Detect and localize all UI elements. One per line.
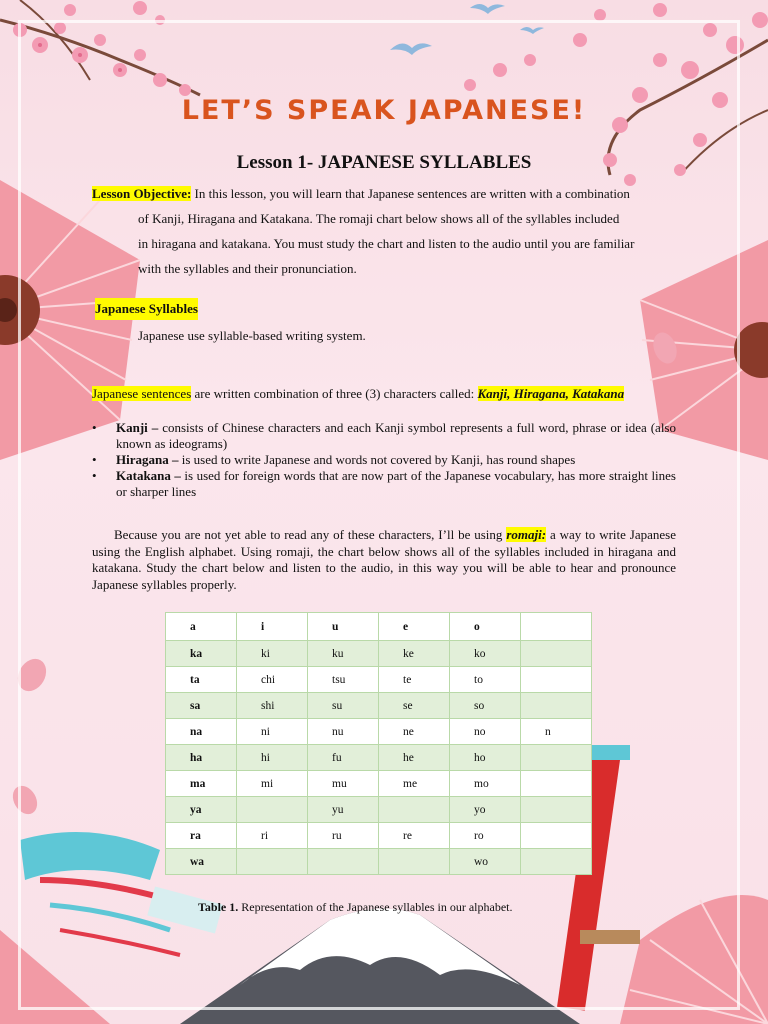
table-cell: mo (450, 771, 521, 797)
objective-line-1: In this lesson, you will learn that Japanese sentences are written with a combination (194, 186, 630, 201)
term-hiragana: Hiragana – (116, 452, 179, 467)
sentences-chars: Kanji, Hiragana, Katakana (477, 386, 625, 401)
table-cell: o (450, 613, 521, 641)
table-cell (521, 641, 592, 667)
table-cell (521, 745, 592, 771)
table-cell: su (308, 693, 379, 719)
table-cell: me (379, 771, 450, 797)
table-cell (379, 849, 450, 875)
table-cell: ha (166, 745, 237, 771)
table-row (166, 823, 592, 849)
table-cell (521, 667, 592, 693)
table-cell (521, 693, 592, 719)
table-cell: re (379, 823, 450, 849)
desc-hiragana: is used to write Japanese and words not covered by Kanji, has round shapes (178, 452, 576, 467)
table-cell (521, 823, 592, 849)
table-cell: ka (166, 641, 237, 667)
table-cell: ma (166, 771, 237, 797)
table-cell: no (450, 719, 521, 745)
character-types-list (92, 420, 676, 500)
desc-katakana: is used for foreign words that are now part of the Japanese vocabulary, has more straight lines or sharper lines (116, 468, 676, 499)
table-cell (237, 849, 308, 875)
table-cell: ta (166, 667, 237, 693)
table-caption (198, 900, 513, 915)
table-cell: n (521, 719, 592, 745)
table-cell: yu (308, 797, 379, 823)
romaji-para-before: Because you are not yet able to read any of these characters, I’ll be using (114, 527, 507, 542)
table-cell: he (379, 745, 450, 771)
table-cell: tsu (308, 667, 379, 693)
objective-line-3: in hiragana and katakana. You must study the chart and listen to the audio until you are familiar (138, 236, 635, 251)
romaji-term: romaji: (506, 527, 547, 542)
table-cell: ya (166, 797, 237, 823)
table-row (166, 719, 592, 745)
table-cell: ri (237, 823, 308, 849)
sentences-text: are written combination of three (3) characters called: (191, 386, 478, 401)
table-cell: ro (450, 823, 521, 849)
caption-label: Table 1. (198, 900, 239, 914)
table-cell: ke (379, 641, 450, 667)
table-cell: to (450, 667, 521, 693)
table-cell (237, 797, 308, 823)
table-cell: nu (308, 719, 379, 745)
table-row (166, 667, 592, 693)
table-cell: u (308, 613, 379, 641)
table-row (166, 641, 592, 667)
list-item-kanji (92, 420, 676, 452)
table-cell: ni (237, 719, 308, 745)
table-cell: mi (237, 771, 308, 797)
syllables-text: Japanese use syllable-based writing system. (138, 328, 366, 343)
table-cell (521, 771, 592, 797)
table-cell: ki (237, 641, 308, 667)
syllables-heading: Japanese Syllables (95, 298, 198, 320)
table-cell (521, 849, 592, 875)
table-cell: i (237, 613, 308, 641)
table-row (166, 797, 592, 823)
syllable-table (165, 612, 592, 875)
table-header-row (166, 613, 592, 641)
objective-label: Lesson Objective: (92, 186, 192, 201)
lesson-heading: Lesson 1- JAPANESE SYLLABLES (236, 152, 532, 173)
table-cell: se (379, 693, 450, 719)
table-cell: a (166, 613, 237, 641)
table-cell: chi (237, 667, 308, 693)
table-cell: yo (450, 797, 521, 823)
sentences-label: Japanese sentences (92, 386, 192, 401)
table-cell: ru (308, 823, 379, 849)
table-cell: e (379, 613, 450, 641)
romaji-paragraph (92, 527, 676, 593)
table-cell: na (166, 719, 237, 745)
list-item-katakana (92, 468, 676, 500)
table-cell: ne (379, 719, 450, 745)
table-cell: sa (166, 693, 237, 719)
table-cell (379, 797, 450, 823)
term-kanji: Kanji – (116, 420, 159, 435)
list-item-hiragana (92, 452, 676, 468)
table-cell: ku (308, 641, 379, 667)
sentences-line (92, 383, 624, 405)
table-cell: shi (237, 693, 308, 719)
table-cell: wa (166, 849, 237, 875)
table-row (166, 771, 592, 797)
table-cell (521, 613, 592, 641)
table-cell: hi (237, 745, 308, 771)
table-row (166, 693, 592, 719)
caption-text: Representation of the Japanese syllables in our alphabet. (238, 900, 513, 914)
objective-line-2: of Kanji, Hiragana and Katakana. The romaji chart below shows all of the syllables included (138, 211, 620, 226)
table-cell: ko (450, 641, 521, 667)
desc-kanji: consists of Chinese characters and each Kanji symbol represents a full word, phrase or idea (also known as ideograms) (116, 420, 676, 451)
term-katakana: Katakana – (116, 468, 181, 483)
table-row (166, 745, 592, 771)
table-cell: te (379, 667, 450, 693)
table-cell (308, 849, 379, 875)
table-cell: mu (308, 771, 379, 797)
table-cell (521, 797, 592, 823)
table-cell: wo (450, 849, 521, 875)
romaji-para-after: a way to write Japanese using the English alphabet. Using romaji, the chart below shows all of the syllables included in hiragana and katakana. Study the chart below and listen to the audio, in this way you will be able to hear and pronounce Japanese syllables properly. (92, 527, 676, 592)
table-cell: ra (166, 823, 237, 849)
table-cell: so (450, 693, 521, 719)
page-title: LET’S SPEAK JAPANESE! (181, 95, 587, 126)
table-cell: fu (308, 745, 379, 771)
table-cell: ho (450, 745, 521, 771)
table-row (166, 849, 592, 875)
objective-line-4: with the syllables and their pronunciation. (138, 261, 357, 276)
